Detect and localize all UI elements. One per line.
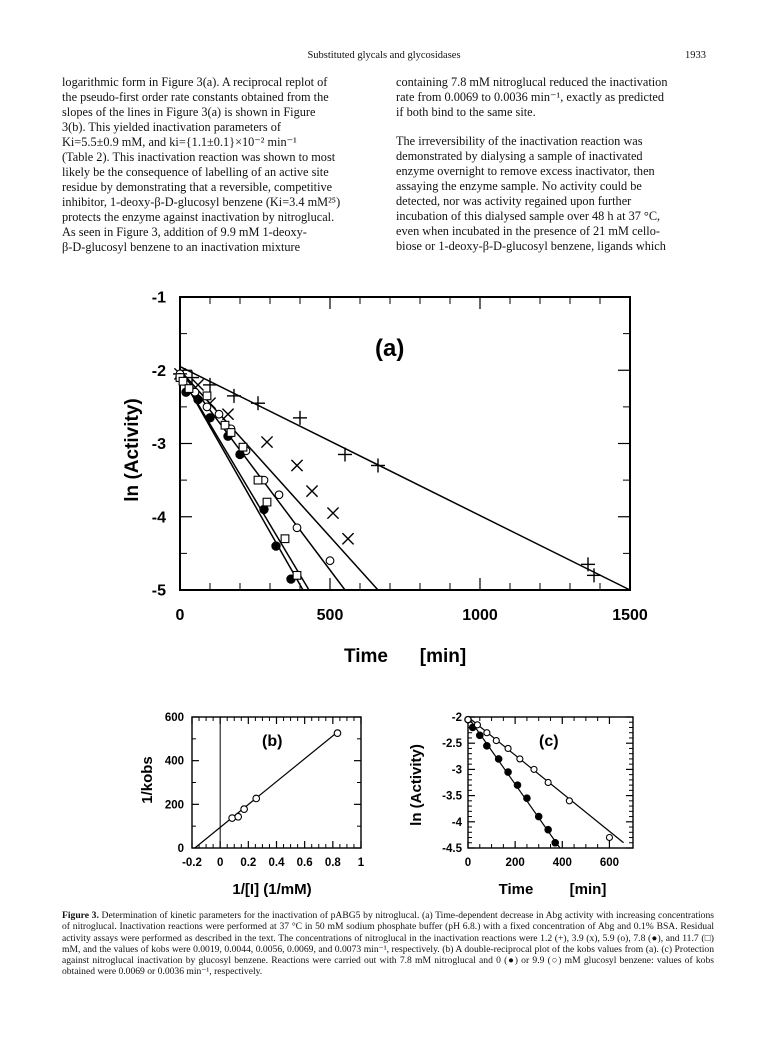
panel-a-ylabel: ln (Activity) (122, 398, 143, 502)
x-tick-label: 0.4 (268, 857, 285, 869)
x-tick-label: 1000 (462, 607, 498, 624)
text-line: 3(b). This yielded inactivation parameters of (62, 120, 281, 134)
y-tick-label: 600 (164, 712, 184, 725)
panel-a-xlabel-unit: [min] (419, 646, 467, 667)
text-line: slopes of the lines in Figure 3(a) is shown in Figure (62, 105, 316, 119)
panel-a-square-point (221, 421, 229, 429)
panel-c-chart (442, 712, 633, 869)
panel-a-square-point (227, 429, 235, 437)
y-tick-label: -2.5 (442, 738, 462, 751)
x-tick-label: 600 (599, 857, 620, 869)
panel-b-point (253, 795, 260, 802)
x-tick-label: -0.2 (182, 857, 202, 869)
y-tick-label: -3 (151, 436, 166, 454)
panel-a-x-point (342, 533, 353, 544)
text-line: logarithmic form in Figure 3(a). A reciprocal replot of (62, 75, 328, 89)
panel-a-square-point (179, 377, 187, 385)
panel-c-filled-circle-point (484, 743, 491, 750)
panel-a-x-point (222, 409, 233, 420)
panel-b-label: (b) (262, 733, 283, 750)
panel-a-square-point (239, 443, 247, 451)
panel-a-+-point (338, 447, 352, 461)
running-title: Substituted glycals and glycosidases (307, 50, 461, 61)
text-line: biose or 1-deoxy-β-D-glucosyl benzene, ligands which (396, 239, 666, 253)
panel-c-o-point (531, 766, 537, 772)
panel-a-x-point (327, 507, 338, 518)
plot-frame (180, 297, 630, 590)
panel-a-filled-circle-point (194, 395, 202, 403)
caption-label: Figure 3. (62, 910, 99, 921)
y-tick-label: -5 (151, 582, 166, 600)
panel-a-square-point (254, 476, 262, 484)
panel-a-+-point (293, 411, 307, 425)
text-line: protects the enzyme against inactivation by nitroglucal. (62, 210, 335, 224)
figure-caption (62, 910, 714, 978)
panel-c-o-point (545, 779, 551, 785)
y-tick-label: -3 (451, 764, 462, 777)
y-tick-label: -4 (151, 509, 166, 527)
y-tick-label: -4.5 (442, 843, 462, 856)
panel-c-filled-circle-point (495, 756, 502, 763)
panel-a-square-point (263, 498, 271, 506)
panel-a-o-point (293, 524, 301, 532)
text-line: The irreversibility of the inactivation reaction was (396, 134, 643, 148)
panel-b-point (241, 806, 248, 813)
panel-a-x-point (306, 486, 317, 497)
text-line: demonstrated by dialysing a sample of inactivated (396, 149, 643, 163)
x-tick-label: 1500 (612, 607, 648, 624)
panel-a-o-point (203, 403, 211, 411)
y-tick-label: -1 (151, 289, 166, 307)
panel-a-square-point (185, 385, 193, 393)
y-tick-label: -2 (451, 712, 462, 725)
panel-a-xlabel-time: Time (343, 646, 389, 667)
panel-c-xlabel-unit: [min] (569, 881, 607, 898)
x-tick-label: 1 (357, 857, 365, 869)
panel-a-o-point (275, 491, 283, 499)
x-tick-label: 200 (505, 857, 525, 869)
text-line: detected, nor was activity regained upon further (396, 194, 632, 208)
page-number: 1933 (685, 50, 706, 61)
text-line: incubation of this dialysed sample over 48 h at 37 °C, (396, 209, 661, 223)
panel-a-square-point (293, 572, 301, 580)
panel-c-filled-circle-point (524, 795, 531, 802)
panel-b-ylabel: 1/kobs (139, 756, 156, 804)
y-tick-label: 0 (177, 843, 184, 856)
panel-b-point (334, 730, 341, 737)
fit-line (180, 374, 303, 590)
panel-c-xlabel-time: Time (498, 881, 534, 898)
panel-c-o-point (505, 745, 511, 751)
panel-c-filled-circle-point (514, 782, 521, 789)
text-line: containing 7.8 mM nitroglucal reduced the inactivation (396, 75, 668, 89)
panel-c-filled-circle-point (505, 769, 512, 776)
y-tick-label: -2 (151, 362, 166, 380)
text-line: Ki=5.5±0.9 mM, and ki={1.1±0.1}×10⁻² min⁻¹ (62, 135, 297, 149)
text-line: assaying the enzyme sample. No activity could be (396, 179, 642, 193)
panel-a-label: (a) (375, 335, 405, 362)
panel-a-+-point (371, 458, 385, 472)
panel-c-o-point (493, 738, 499, 744)
panel-c-o-point (606, 834, 612, 840)
text-line: even when incubated in the presence of 21 mM cello- (396, 224, 660, 238)
panel-b-xlabel: 1/[I] (1/mM) (232, 881, 312, 898)
text-line: inhibitor, 1-deoxy-β-D-glucosyl benzene (Ki=3.4 mM²⁵) (62, 195, 341, 209)
x-tick-label: 0 (175, 607, 185, 624)
text-line: rate from 0.0069 to 0.0036 min⁻¹, exactly as predicted (396, 90, 664, 104)
panel-c-o-point (566, 798, 572, 804)
x-tick-label: 0 (216, 857, 224, 869)
text-line: if both bind to the same site. (396, 105, 536, 119)
panel-a-square-point (281, 535, 289, 543)
panel-a-filled-circle-point (206, 414, 214, 422)
panel-c-ylabel: ln (Activity) (408, 744, 425, 826)
panel-a-filled-circle-point (272, 542, 280, 550)
x-tick-label: 400 (552, 857, 572, 869)
panel-c-label: (c) (539, 733, 559, 750)
fit-line (180, 367, 630, 590)
x-tick-label: 0.6 (296, 857, 313, 869)
panel-a-x-point (291, 460, 302, 471)
text-line: (Table 2). This inactivation reaction was shown to most (62, 150, 336, 164)
y-tick-label: -3.5 (442, 790, 462, 803)
y-tick-label: 200 (164, 799, 184, 812)
y-tick-label: 400 (164, 755, 184, 768)
text-line: As seen in Figure 3, addition of 9.9 mM 1-deoxy- (62, 225, 307, 239)
panel-b-point (235, 813, 242, 820)
text-line: β-D-glucosyl benzene to an inactivation mixture (62, 240, 301, 254)
panel-c-filled-circle-point (476, 732, 483, 739)
text-line: likely be the consequence of labelling of an active site (62, 165, 329, 179)
panel-a-+-point (203, 378, 217, 392)
panel-a-o-point (326, 557, 334, 565)
y-tick-label: -4 (451, 816, 462, 829)
x-tick-label: 0.2 (240, 857, 257, 869)
panel-c-o-point (484, 730, 490, 736)
text-line: enzyme overnight to remove excess inactivator, then (396, 164, 655, 178)
caption-text: Determination of kinetic parameters for the inactivation of pABG5 by nitroglucal. (a) Time-dependent decrease in Abg activity with increasing concentrations of nitroglucal. Inactivation reactions were performed at 37 °C in 50 mM sodium phosphate buffer (pH 6.8.) with a fixed concentration of Abg and 0.1% BSA. Residual activity assays were performed as described in the text. The concentrations of nitroglucal in the inactivation reactions were 1.2 (+), 3.9 (x), 5.9 (o), 7.8 (●), and 11.7 (□) mM, and the values of kobs were 0.0019, 0.0044, 0.0056, 0.0069, and 0.0073 min⁻¹, respectively. (b) A double-reciprocal plot of the kobs values from (a). (c) Protection against nitroglucal inactivation by glucosyl benzene. Reactions were carried out with 7.8 mM nitroglucal and 0 (●) or 9.9 (○) mM glucosyl benzene: values of kobs obtained were 0.0069 or 0.0036 min⁻¹, respectively. (62, 910, 714, 978)
panel-c-filled-circle-point (552, 839, 559, 846)
panel-c-o-point (474, 722, 480, 728)
fit-line (180, 374, 309, 590)
text-line: the pseudo-first order rate constants obtained from the (62, 90, 329, 104)
panel-c-filled-circle-point (535, 813, 542, 820)
panel-a-square-point (203, 392, 211, 400)
panel-c-filled-circle-point (545, 826, 552, 833)
panel-b-point (229, 815, 236, 822)
x-tick-label: 0 (464, 857, 472, 869)
panel-a-o-point (215, 410, 223, 418)
panel-c-o-point (465, 717, 471, 723)
text-line: residue by demonstrating that a reversible, competitive (62, 180, 333, 194)
x-tick-label: 0.8 (324, 857, 341, 869)
x-tick-label: 500 (316, 607, 344, 624)
panel-a-+-point (581, 557, 595, 571)
panel-a-x-point (261, 436, 272, 447)
panel-c-o-point (517, 756, 523, 762)
